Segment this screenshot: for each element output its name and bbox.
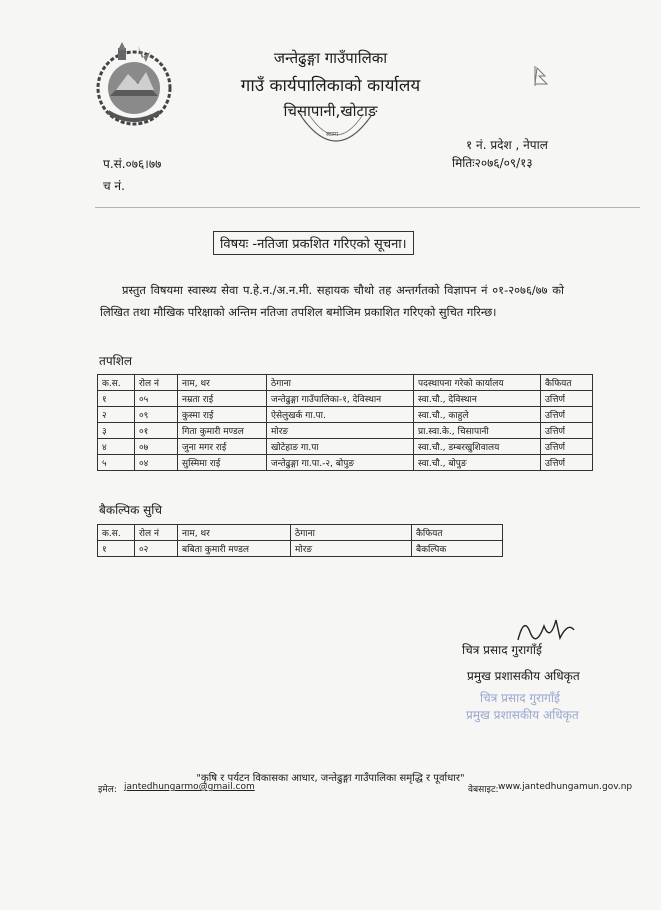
- signatory-stamp-name: चित्र प्रसाद गुरागाँई: [480, 691, 560, 705]
- cell-remarks: उत्तिर्ण: [541, 439, 593, 455]
- cell-name: सुस्मिमा राई: [178, 455, 267, 471]
- table-row: [98, 423, 593, 439]
- table-row: [98, 541, 503, 557]
- results-table: [97, 374, 593, 471]
- cell-remarks: बैकल्पिक: [412, 541, 503, 557]
- cell-office: स्वा.चौ., देविस्थान: [414, 391, 541, 407]
- nepal-flag-icon: [515, 62, 585, 98]
- cell-sn: ४: [98, 439, 135, 455]
- signatory-name: चित्र प्रसाद गुरागाँई: [462, 643, 542, 657]
- alternate-table-header: [98, 525, 503, 541]
- cell-remarks: उत्तिर्ण: [541, 391, 593, 407]
- col-name: नाम, थर: [178, 525, 291, 541]
- cell-roll: ०२: [135, 541, 178, 557]
- table-row: [98, 439, 593, 455]
- cell-address: मोरङ: [267, 423, 414, 439]
- cell-address: जन्तेढुङ्गा गाउँपालिका-१, देविस्थान: [267, 391, 414, 407]
- cell-office: स्वा.चौ., बोपुङ: [414, 455, 541, 471]
- details-label: तपशिल: [99, 354, 133, 368]
- col-name: नाम, थर: [178, 375, 267, 391]
- alternate-table: [97, 524, 503, 557]
- cell-name: जुना मगर राई: [178, 439, 267, 455]
- cell-sn: ५: [98, 455, 135, 471]
- col-sn: क.स.: [98, 375, 135, 391]
- cell-sn: १: [98, 391, 135, 407]
- office-address: चिसापानी,खोटाङ: [283, 102, 378, 120]
- alternate-list-label: बैकल्पिक सुचि: [99, 503, 163, 517]
- col-address: ठेगाना: [291, 525, 412, 541]
- province-line: १ नं. प्रदेश , नेपाल: [466, 138, 548, 152]
- table-row: [98, 407, 593, 423]
- cell-remarks: उत्तिर्ण: [541, 455, 593, 471]
- signatory-stamp-title: प्रमुख प्रशासकीय अधिकृत: [466, 708, 579, 722]
- svg-text:स्टाम्प: स्टाम्प: [326, 131, 339, 138]
- notice-body: प्रस्तुत विषयमा स्वास्थ्य सेवा प.हे.न./अ.न.मी. सहायक चौथो तह अन्तर्गतको विज्ञापन नं ०१-२०७६/७७ को लिखित तथा मौखिक परिक्षाको अन्तिम नतिजा तपशिल बमोजिम प्रकाशित गरिएको सुचित गरिन्छ।: [100, 283, 564, 319]
- cell-address: खोटेहाङ गा.पा: [267, 439, 414, 455]
- cell-sn: १: [98, 541, 135, 557]
- cell-address: मोरङ: [291, 541, 412, 557]
- municipality-name: जन्तेढुङ्गा गाउँपालिका: [273, 49, 388, 67]
- cell-sn: २: [98, 407, 135, 423]
- cell-office: स्वा.चौ., डम्बरखुशिवालय: [414, 439, 541, 455]
- office-name: गाउँ कार्यपालिकाको कार्यालय: [240, 76, 421, 96]
- cell-address: ऐसेलुखर्क गा.पा.: [267, 407, 414, 423]
- table-row: [98, 455, 593, 471]
- letter-date: मितिः२०७६/०९/१३: [452, 156, 533, 170]
- cell-name: गिता कुमारी मण्डल: [178, 423, 267, 439]
- website-label: वेबसाइट:: [468, 785, 499, 795]
- office-seal-stamp: [296, 106, 376, 158]
- cell-office: प्रा.स्वा.के., चिसापानी: [414, 423, 541, 439]
- email-label: इमेल:: [98, 785, 117, 795]
- col-office: पदस्थापना गरेको कार्यालय: [414, 375, 541, 391]
- col-remarks: कैफियत: [541, 375, 593, 391]
- cell-roll: ०५: [135, 391, 178, 407]
- website-link[interactable]: www.jantedhungamun.gov.np: [498, 782, 633, 792]
- cell-name: कुस्मा राई: [178, 407, 267, 423]
- col-address: ठेगाना: [267, 375, 414, 391]
- cell-remarks: उत्तिर्ण: [541, 407, 593, 423]
- col-roll: रोल नं: [135, 375, 178, 391]
- subject-line: विषयः -नतिजा प्रकशित गरिएको सूचना।: [213, 231, 414, 255]
- cell-office: स्वा.चौ., काहुले: [414, 407, 541, 423]
- header-divider: [95, 207, 640, 208]
- dispatch-number: च नं.: [103, 179, 125, 193]
- cell-sn: ३: [98, 423, 135, 439]
- col-roll: रोल नं: [135, 525, 178, 541]
- cell-address: जन्तेढुङ्गा गा.पा.-२, बोपुङ: [267, 455, 414, 471]
- cell-remarks: उत्तिर्ण: [541, 423, 593, 439]
- cell-roll: ०४: [135, 455, 178, 471]
- col-sn: क.स.: [98, 525, 135, 541]
- table-row: [98, 391, 593, 407]
- email-link[interactable]: jantedhungarmo@gmail.com: [124, 782, 255, 792]
- results-table-header: [98, 375, 593, 391]
- cell-roll: ०१: [135, 423, 178, 439]
- cell-roll: ०९: [135, 407, 178, 423]
- cell-name: बबिता कुमारी मण्डल: [178, 541, 291, 557]
- col-remarks: कैफियत: [412, 525, 503, 541]
- cell-name: नम्रता राई: [178, 391, 267, 407]
- cell-roll: ०७: [135, 439, 178, 455]
- reference-number: प.सं.०७६।७७: [103, 157, 162, 171]
- signatory-title: प्रमुख प्रशासकीय अधिकृत: [467, 669, 580, 683]
- footer-motto: "कृषि र पर्यटन विकासका आधार, जन्तेढुङ्गा गाउँपालिका समृद्धि र पूर्वाधार": [196, 773, 465, 784]
